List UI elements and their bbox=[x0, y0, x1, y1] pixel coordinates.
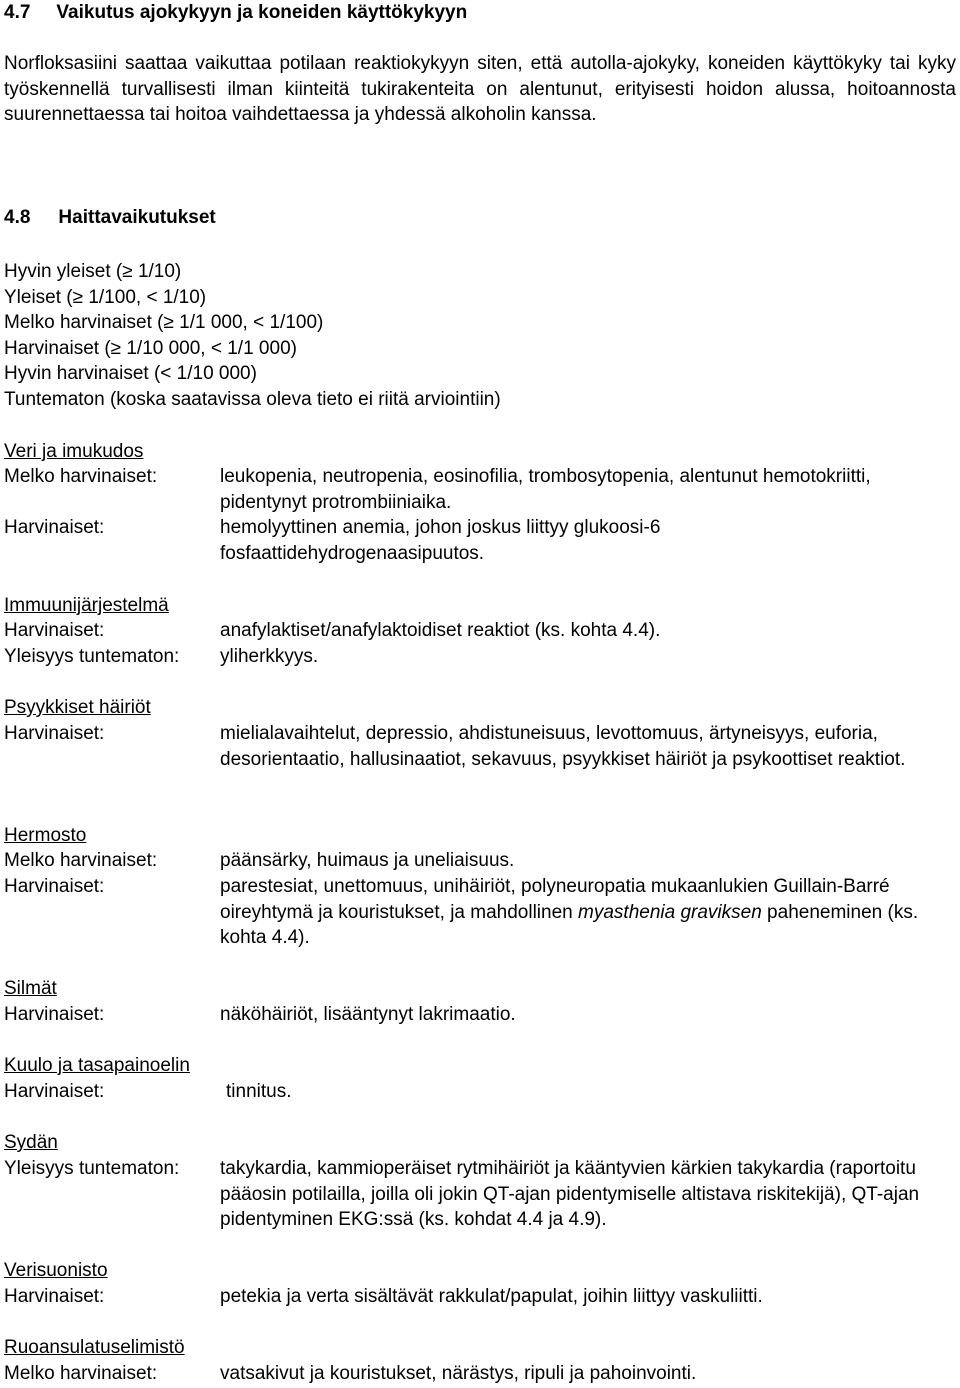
group-heading-blood: Veri ja imukudos bbox=[4, 441, 144, 462]
frequency-label: Melko harvinaiset: bbox=[4, 1363, 158, 1384]
frequency-label: Melko harvinaiset: bbox=[4, 466, 158, 487]
frequency-label: Harvinaiset: bbox=[4, 517, 105, 538]
effect-text: päänsärky, huimaus ja uneliaisuus. bbox=[220, 850, 515, 871]
frequency-label: Harvinaiset: bbox=[4, 723, 105, 744]
effect-text: leukopenia, neutropenia, eosinofilia, trombosytopenia, alentunut hemotokriitti, pidentynyt protrombiiniaika. bbox=[220, 466, 871, 513]
frequency-label: Harvinaiset: bbox=[4, 620, 105, 641]
effect-text: yliherkkyys. bbox=[220, 646, 319, 667]
effect-text: anafylaktiset/anafylaktoidiset reaktiot (ks. kohta 4.4). bbox=[220, 620, 661, 641]
frequency-line: Hyvin harvinaiset (< 1/10 000) bbox=[4, 363, 257, 384]
frequency-line: Melko harvinaiset (≥ 1/1 000, < 1/100) bbox=[4, 312, 324, 333]
group-heading-immune: Immuunijärjestelmä bbox=[4, 595, 169, 616]
frequency-label: Harvinaiset: bbox=[4, 1081, 105, 1102]
effect-text: tinnitus. bbox=[226, 1081, 292, 1102]
frequency-line: Hyvin yleiset (≥ 1/10) bbox=[4, 261, 182, 282]
frequency-line: Tuntematon (koska saatavissa oleva tieto ei riitä arviointiin) bbox=[4, 389, 501, 410]
group-heading-nervous: Hermosto bbox=[4, 825, 87, 846]
effect-text: vatsakivut ja kouristukset, närästys, ripuli ja pahoinvointi. bbox=[220, 1363, 697, 1384]
section-title: Haittavaikutukset bbox=[58, 207, 216, 228]
group-heading-eye: Silmät bbox=[4, 978, 57, 999]
section-number: 4.8 bbox=[4, 207, 31, 228]
effect-text: mielialavaihtelut, depressio, ahdistuneisuus, levottomuus, ärtyneisyys, euforia, desorientaatio, hallusinaatiot, sekavuus, psyykkiset häiriöt ja psykoottiset reaktiot. bbox=[220, 723, 906, 770]
group-heading-ear: Kuulo ja tasapainoelin bbox=[4, 1055, 190, 1076]
group-heading-psychiatric: Psyykkiset häiriöt bbox=[4, 697, 151, 718]
effect-text: petekia ja verta sisältävät rakkulat/papulat, joihin liittyy vaskuliitti. bbox=[220, 1286, 763, 1307]
effect-text bbox=[220, 874, 940, 951]
disease-name-italic: myasthenia graviksen bbox=[578, 901, 762, 923]
frequency-label: Harvinaiset: bbox=[4, 1004, 105, 1025]
group-heading-gastro: Ruoansulatuselimistö bbox=[4, 1337, 185, 1358]
group-heading-vascular: Verisuonisto bbox=[4, 1260, 108, 1281]
frequency-label: Yleisyys tuntematon: bbox=[4, 646, 180, 667]
effect-text: näköhäiriöt, lisääntynyt lakrimaatio. bbox=[220, 1004, 516, 1025]
effect-text: takykardia, kammioperäiset rytmihäiriöt ja kääntyvien kärkien takykardia (raportoitu pääosin potilailla, joilla oli jokin QT-ajan pidentymiselle altistava riskitekijä), QT-ajan pidentyminen EKG:ssä (ks. kohdat 4.4 ja 4.9). bbox=[220, 1158, 920, 1230]
section-4-7-heading bbox=[4, 0, 467, 26]
section-number: 4.7 bbox=[4, 2, 31, 23]
frequency-label: Yleisyys tuntematon: bbox=[4, 1158, 180, 1179]
frequency-label: Harvinaiset: bbox=[4, 876, 105, 897]
frequency-line: Yleiset (≥ 1/100, < 1/10) bbox=[4, 287, 207, 308]
frequency-label: Melko harvinaiset: bbox=[4, 850, 158, 871]
frequency-line: Harvinaiset (≥ 1/10 000, < 1/1 000) bbox=[4, 338, 297, 359]
effect-text-part: parestesiat, unettomuus, unihäiriöt, polyneuropatia mukaanlukien Guillain-Barré oireyhtymä ja kouristukset, ja mahdollinen bbox=[220, 876, 890, 923]
frequency-label: Harvinaiset: bbox=[4, 1286, 105, 1307]
section-4-8-heading bbox=[4, 205, 216, 231]
section-title: Vaikutus ajokykyyn ja koneiden käyttökykyyn bbox=[56, 2, 468, 23]
section-4-7-body: Norfloksasiini saattaa vaikuttaa potilaan reaktiokykyyn siten, että autolla-ajokyky, koneiden käyttökyky tai kyky työskennellä turvallisesti ilman kiinteitä tukirakenteita on alentunut, erityisesti hoidon alussa, hoitoannosta suurennettaessa tai hoitoa vaihdettaessa ja yhdessä alkoholin kanssa. bbox=[4, 53, 956, 125]
effect-text: hemolyyttinen anemia, johon joskus liittyy glukoosi-6 fosfaattidehydrogenaasipuutos. bbox=[220, 517, 661, 564]
group-heading-cardiac: Sydän bbox=[4, 1132, 58, 1153]
effect-text-part: paheneminen (ks. kohta 4.4). bbox=[220, 901, 919, 948]
